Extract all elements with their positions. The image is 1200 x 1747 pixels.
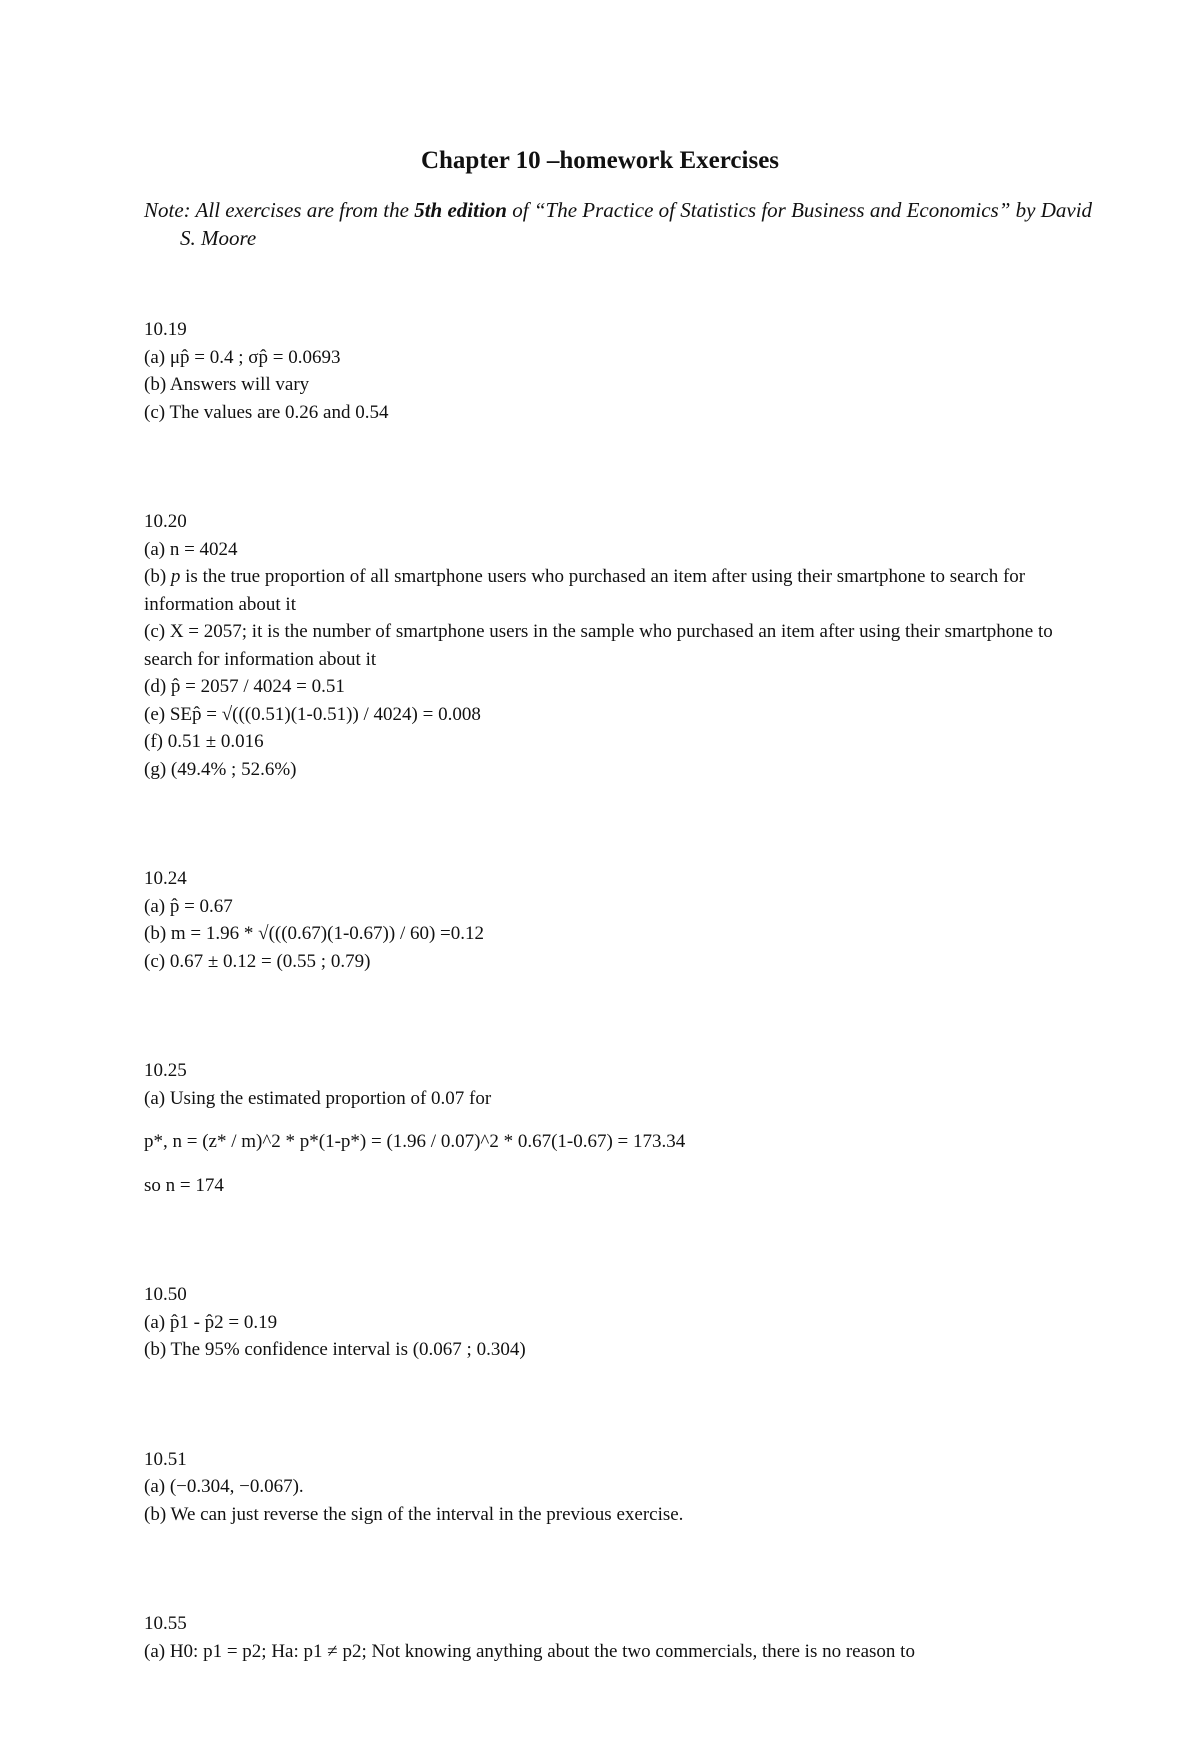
exercise-number: 10.24 xyxy=(144,868,187,889)
exercise-10-20 xyxy=(144,508,1074,783)
answer-text: is the true proportion of all smartphone users who purchased an item after using their smartphone to search for information about it xyxy=(144,566,1026,615)
answer-line: (a) p̂ = 0.67 xyxy=(144,895,233,917)
page-title: Chapter 10 –homework Exercises xyxy=(420,147,780,174)
answer-line: (c) The values are 0.26 and 0.54 xyxy=(144,401,389,423)
exercise-10-51 xyxy=(144,1446,1074,1529)
exercise-10-50 xyxy=(144,1281,1074,1364)
note-prefix: Note: All exercises are from the xyxy=(144,198,415,222)
note-suffix: of “The Practice of Statistics for Business and Economics” by David S. Moore xyxy=(180,198,1093,250)
answer-line: (b) We can just reverse the sign of the interval in the previous exercise. xyxy=(144,1503,684,1525)
answer-line: (c) X = 2057; it is the number of smartphone users in the sample who purchased an item after using their smartphone to search for information about it xyxy=(144,621,1053,670)
answer-line: (b) m = 1.96 * √(((0.67)(1-0.67)) / 60) =0.12 xyxy=(144,923,485,944)
answer-line: (a) Using the estimated proportion of 0.07 for xyxy=(144,1087,492,1109)
exercise-number: 10.51 xyxy=(144,1448,187,1470)
answer-line: (a) μp̂ = 0.4 ; σp̂ = 0.0693 xyxy=(144,346,341,368)
answer-line: (a) p̂1 - p̂2 = 0.19 xyxy=(144,1311,278,1333)
variable-p: p xyxy=(170,566,181,587)
answer-line: so n = 174 xyxy=(144,1174,224,1196)
exercise-10-24 xyxy=(144,865,1074,975)
answer-label: (b) xyxy=(144,566,171,587)
answer-line: p*, n = (z* / m)^2 * p*(1-p*) = (1.96 / 0.07)^2 * 0.67(1-0.67) = 173.34 xyxy=(144,1131,686,1152)
answer-line: (a) n = 4024 xyxy=(144,538,238,560)
answer-line: (b) The 95% confidence interval is (0.067 ; 0.304) xyxy=(144,1339,526,1360)
exercise-number: 10.55 xyxy=(144,1613,187,1634)
answer-line: (d) p̂ = 2057 / 4024 = 0.51 xyxy=(144,676,345,697)
answer-line: (c) 0.67 ± 0.12 = (0.55 ; 0.79) xyxy=(144,950,371,972)
answer-line xyxy=(144,563,1074,618)
exercise-list xyxy=(144,316,1074,1747)
answer-line: (a) (−0.304, −0.067). xyxy=(144,1476,304,1497)
answer-line: (a) H0: p1 = p2; Ha: p1 ≠ p2; Not knowing anything about the two commercials, there is no reason to xyxy=(144,1640,915,1662)
exercise-number: 10.20 xyxy=(144,511,187,532)
exercise-number: 10.19 xyxy=(144,319,187,340)
exercise-10-19 xyxy=(144,316,1074,426)
exercise-10-55 xyxy=(144,1610,1074,1665)
answer-line: (e) SEp̂ = √(((0.51)(1-0.51)) / 4024) = 0.008 xyxy=(144,703,481,725)
answer-line: (f) 0.51 ± 0.016 xyxy=(144,731,264,752)
exercise-10-25 xyxy=(144,1057,1074,1199)
answer-line: (g) (49.4% ; 52.6%) xyxy=(144,758,297,780)
source-note xyxy=(144,196,1110,252)
answer-line: (b) Answers will vary xyxy=(144,374,310,395)
exercise-number: 10.25 xyxy=(144,1060,187,1081)
note-edition: 5th edition xyxy=(414,198,507,222)
exercise-number: 10.50 xyxy=(144,1284,187,1305)
